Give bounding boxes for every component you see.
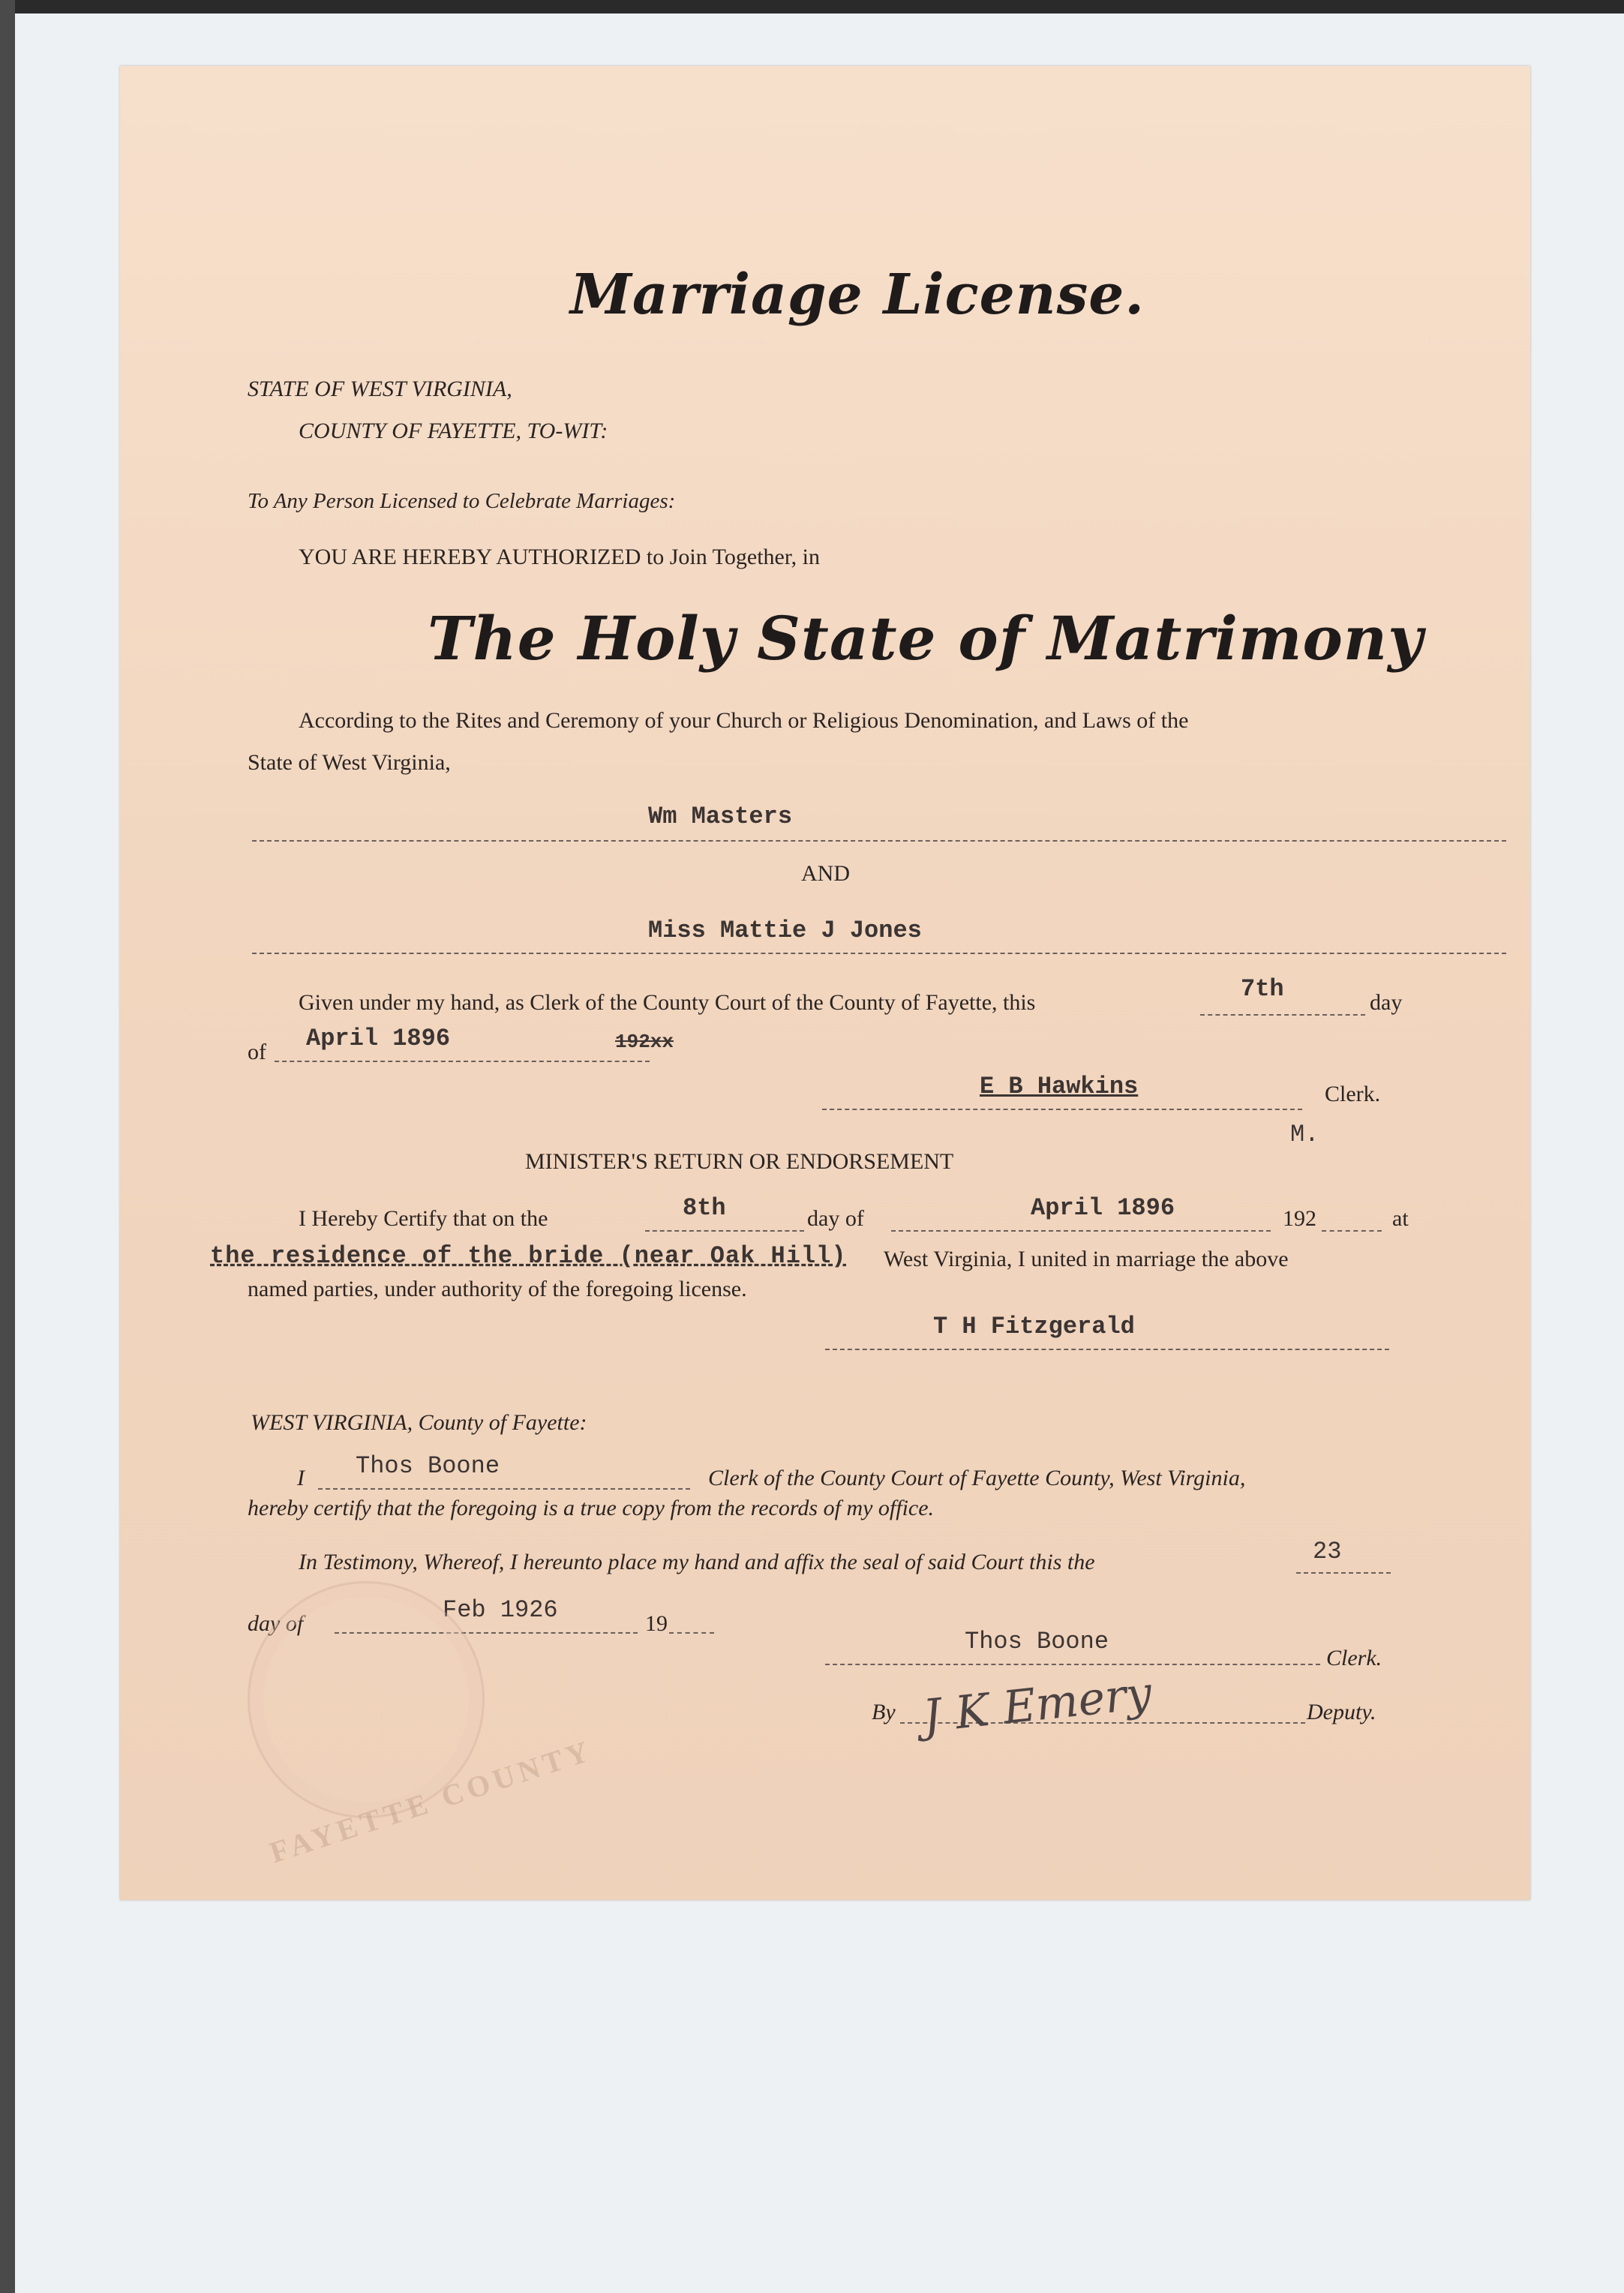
certify-month-line [891,1230,1271,1232]
scan-top-edge [0,0,1624,14]
matrimony-heading: The Holy State of Matrimony [428,603,1424,674]
testimony-day-line [1296,1572,1391,1574]
final-clerk: Thos Boone [965,1628,1109,1655]
minister-line [825,1349,1389,1350]
bride-line [252,953,1506,954]
true-copy-text: hereby certify that the foregoing is a true copy from the records of my office. [248,1496,935,1520]
clerk-name: E B Hawkins [980,1073,1139,1100]
seal-text: FAYETTE COUNTY [266,1733,597,1870]
certifying-clerk-line [318,1488,690,1490]
wv-county: WEST VIRGINIA, County of Fayette: [251,1410,587,1435]
scan-left-edge [0,0,15,2293]
county-line: COUNTY OF FAYETTE, TO-WIT: [299,419,608,443]
groom-name: Wm Masters [648,803,793,830]
certify-month: April 1896 [1031,1194,1175,1222]
struck-year: 192xx [615,1031,674,1053]
given-date: April 1896 [306,1025,451,1052]
certify-prefix: I Hereby Certify that on the [299,1206,548,1231]
minister-name: T H Fitzgerald [933,1313,1135,1340]
deputy-label: Deputy. [1307,1700,1376,1724]
license-paper [120,66,1530,1900]
groom-line [252,840,1506,842]
testimony-day: 23 [1313,1538,1342,1565]
given-prefix: Given under my hand, as Clerk of the County Court of the County of Fayette, this [299,990,1036,1015]
i-label: I [297,1466,305,1490]
place-suffix: West Virginia, I united in marriage the above [884,1247,1289,1271]
certify-day-line [645,1230,804,1232]
given-date-line [275,1061,650,1062]
certify-at: at [1392,1206,1409,1231]
final-clerk-label: Clerk. [1326,1646,1382,1670]
state-line: STATE OF WEST VIRGINIA, [248,377,512,401]
testimony-year-line [669,1632,714,1634]
final-clerk-line [825,1664,1320,1665]
bride-name: Miss Mattie J Jones [648,917,922,944]
by-label: By [872,1700,896,1724]
testimony-date: Feb 1926 [443,1596,558,1624]
testimony-year-label: 19 [645,1611,668,1636]
and-label: AND [801,861,850,886]
m-label: M. [1290,1121,1319,1148]
given-day-line [1200,1014,1365,1016]
certify-year-line [1322,1230,1382,1232]
certify-year-label: 192 [1283,1206,1316,1231]
certify-day: 8th [683,1194,726,1222]
rites-line-1: According to the Rites and Ceremony of your Church or Religious Denomination, and Laws of the [299,708,1189,733]
testimony-text: In Testimony, Whereof, I hereunto place my hand and affix the seal of said Court this the [299,1550,1095,1574]
day-label: day [1370,990,1403,1015]
ceremony-place: the residence of the bride (near Oak Hill) [210,1242,847,1270]
salutation: To Any Person Licensed to Celebrate Marriages: [248,489,676,513]
rites-line-2: State of West Virginia, [248,750,451,775]
authorized-line: YOU ARE HEREBY AUTHORIZED to Join Together, in [299,545,820,569]
certify-dayof: day of [807,1206,864,1231]
given-day: 7th [1241,975,1284,1003]
certifying-clerk: Thos Boone [356,1452,500,1480]
of-label: of [248,1040,266,1064]
named-parties: named parties, under authority of the foregoing license. [248,1277,747,1301]
deputy-signature: J K Emery [920,1667,1154,1743]
license-title: Marriage License. [570,263,1145,327]
clerk-line [822,1109,1302,1110]
clerk-certify-text: Clerk of the County Court of Fayette County, West Virginia, [708,1466,1246,1490]
minister-heading: MINISTER'S RETURN OR ENDORSEMENT [525,1149,954,1174]
day-of-label: day of [248,1611,304,1636]
clerk-label: Clerk. [1325,1082,1381,1106]
